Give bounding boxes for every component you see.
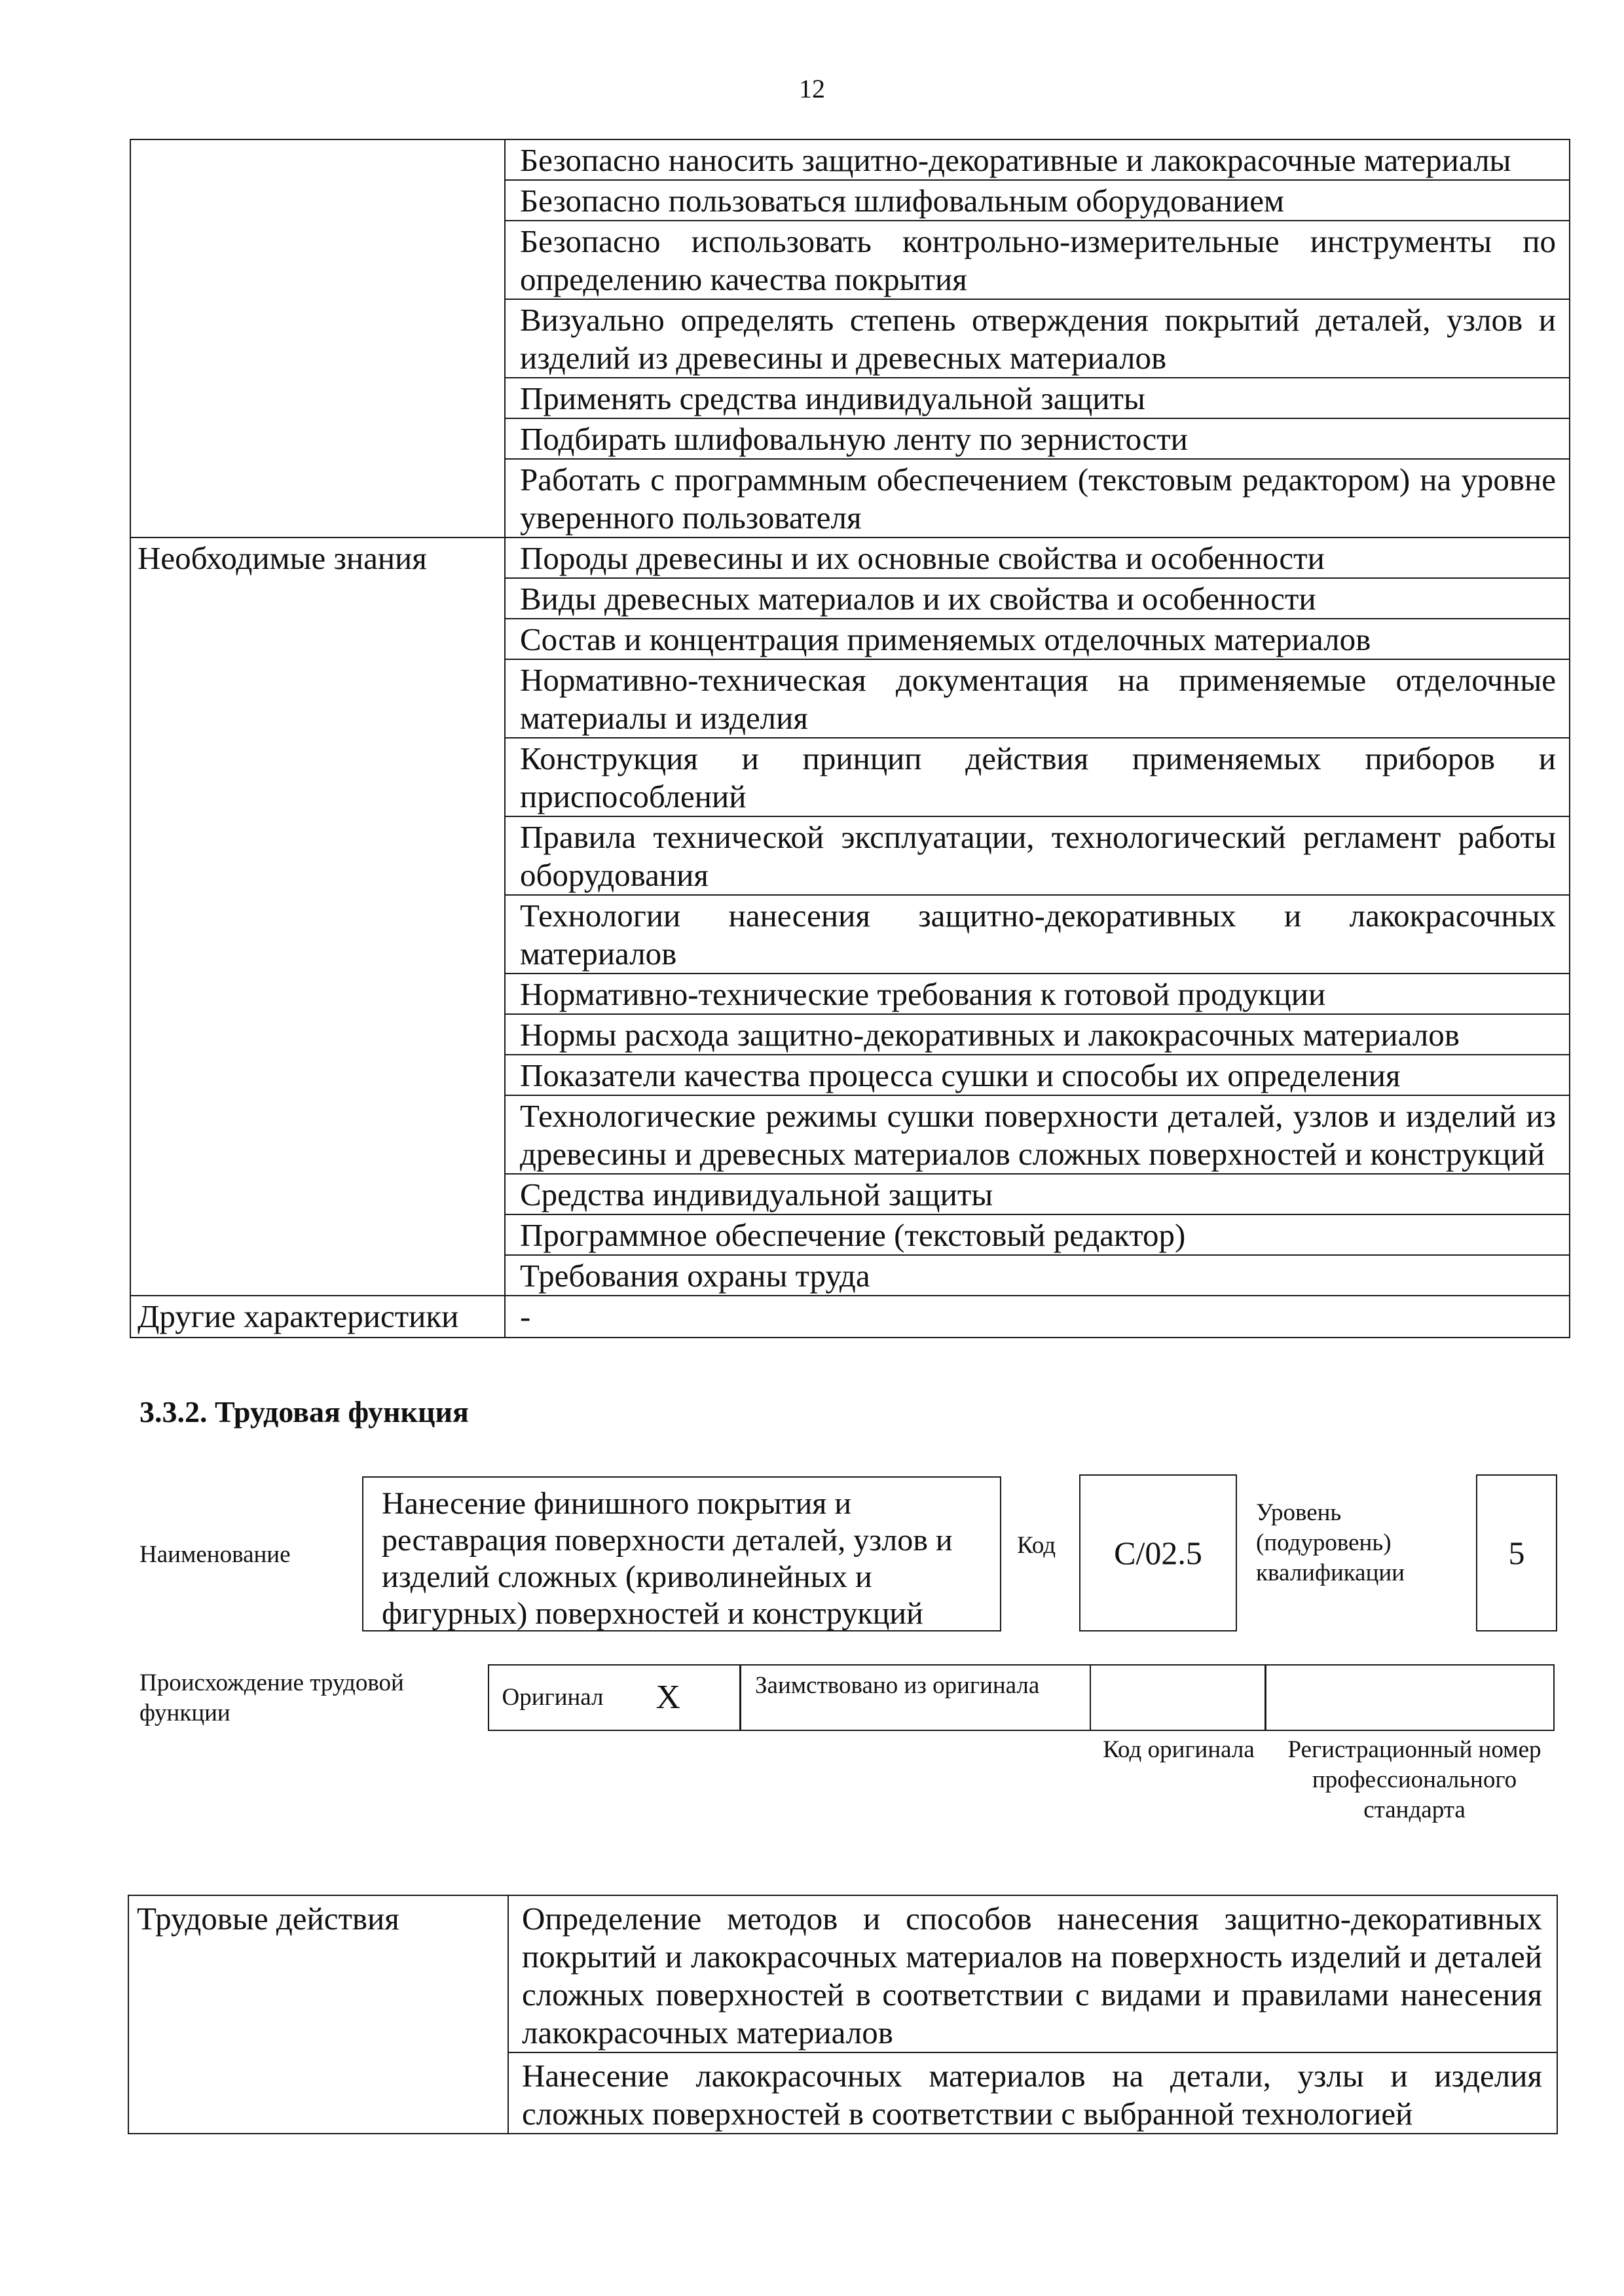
table-cell: Визуально определять степень отверждения покрытий деталей, узлов и изделий из древесины и древесных материалов [505, 299, 1570, 378]
table-cell: Технологии нанесения защитно-декоративных и лакокрасочных материалов [505, 895, 1570, 974]
borrowed-label: Заимствовано из оригинала [739, 1664, 1091, 1731]
table-cell: Применять средства индивидуальной защиты [505, 378, 1570, 418]
name-label: Наименование [139, 1541, 291, 1568]
table-cell: Безопасно пользоваться шлифовальным оборудованием [505, 180, 1570, 221]
table-cell: Показатели качества процесса сушки и способы их определения [505, 1055, 1570, 1095]
table-cell: Конструкция и принцип действия применяемых приборов и приспособлений [505, 738, 1570, 816]
table-cell: Нормативно-технические требования к готовой продукции [505, 974, 1570, 1014]
table-cell: Нормативно-техническая документация на применяемые отделочные материалы и изделия [505, 659, 1570, 738]
table-cell: Определение методов и способов нанесения защитно-декоративных покрытий и лакокрасочных материалов на поверхность изделий и деталей сложных поверхностей в соответствии с видами и правилами нанесения лакокрасочных материалов [508, 1895, 1557, 2052]
origin-label: Происхождение трудовой функции [139, 1669, 404, 1726]
original-label: Оригинал [502, 1684, 604, 1711]
table-cell: Состав и концентрация применяемых отделочных материалов [505, 619, 1570, 659]
table-cell: - [505, 1296, 1570, 1338]
table-cell: Требования охраны труда [505, 1255, 1570, 1296]
origin-reg-number-cell [1264, 1664, 1555, 1731]
table-cell: Нанесение лакокрасочных материалов на детали, узлы и изделия сложных поверхностей в соответствии с выбранной технологией [508, 2052, 1557, 2134]
row-label: Необходимые знания [130, 538, 505, 1296]
table-row [130, 538, 1570, 578]
origin-code-cell [1090, 1664, 1266, 1731]
table-cell: Правила технической эксплуатации, технологический регламент работы оборудования [505, 816, 1570, 895]
code-label: Код [1017, 1532, 1056, 1559]
skills-knowledge-table [130, 139, 1570, 1338]
table-cell: Работать с программным обеспечением (текстовым редактором) на уровне уверенного пользователя [505, 459, 1570, 538]
function-code-box: C/02.5 [1079, 1474, 1237, 1631]
table-cell: Породы древесины и их основные свойства и особенности [505, 538, 1570, 578]
code-caption: Код оригинала [1103, 1736, 1255, 1763]
reg-caption: Регистрационный номер профессионального стандарта [1287, 1736, 1541, 1823]
table-row [130, 139, 1570, 180]
level-label: Уровень (подуровень) квалификации [1256, 1499, 1405, 1586]
table-cell: Безопасно наносить защитно-декоративные и лакокрасочные материалы [505, 139, 1570, 180]
page-number: 12 [799, 74, 825, 103]
origin-row [489, 1664, 1555, 1731]
origin-original-cell [488, 1664, 741, 1731]
table-cell: Подбирать шлифовальную ленту по зернистости [505, 418, 1570, 459]
table-cell: Нормы расхода защитно-декоративных и лакокрасочных материалов [505, 1014, 1570, 1055]
function-name-box: Нанесение финишного покрытия и реставрация поверхности деталей, узлов и изделий сложных (криволинейных и фигурных) поверхностей и конструкций [362, 1476, 1001, 1631]
table-cell: Программное обеспечение (текстовый редактор) [505, 1214, 1570, 1255]
table-cell: Виды древесных материалов и их свойства и особенности [505, 578, 1570, 619]
table-cell: Технологические режимы сушки поверхности деталей, узлов и изделий из древесины и древесных материалов сложных поверхностей и конструкций [505, 1095, 1570, 1174]
labor-actions-table [128, 1895, 1558, 2134]
table-cell: Безопасно использовать контрольно-измерительные инструменты по определению качества покрытия [505, 221, 1570, 299]
row-label [130, 139, 505, 538]
level-value-box: 5 [1476, 1474, 1557, 1631]
row-label: Другие характеристики [130, 1296, 505, 1338]
table-row [130, 1296, 1570, 1338]
table-cell: Средства индивидуальной защиты [505, 1174, 1570, 1214]
table-row [128, 1895, 1557, 2052]
original-mark: X [655, 1679, 681, 1716]
row-label: Трудовые действия [128, 1895, 508, 2134]
section-heading: 3.3.2. Трудовая функция [139, 1395, 469, 1429]
